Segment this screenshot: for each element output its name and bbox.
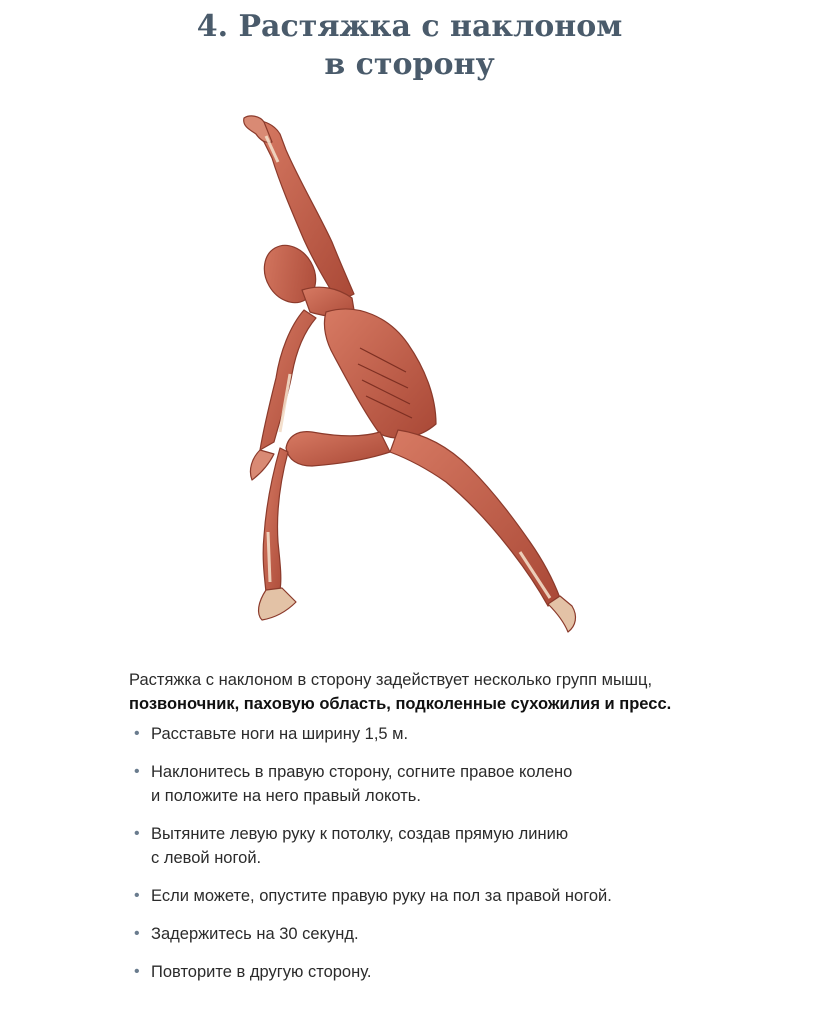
- bullet-icon: •: [134, 825, 140, 842]
- description-block: [129, 668, 709, 998]
- intro-paragraph: [129, 668, 709, 716]
- title-line-1: 4. Растяжка с наклоном: [196, 9, 623, 44]
- steps-list: [129, 722, 709, 984]
- list-item: • Вытяните левую руку к потолку, создав прямую линию с левой ногой.: [129, 822, 709, 870]
- list-item: • Повторите в другую сторону.: [129, 960, 709, 984]
- list-item: • Наклонитесь в правую сторону, согните правое колено и положите на него правый локоть.: [129, 760, 709, 808]
- anatomical-muscle-figure-icon: [230, 112, 610, 637]
- list-item: • Задержитесь на 30 секунд.: [129, 922, 709, 946]
- list-item: • Если можете, опустите правую руку на пол за правой ногой.: [129, 884, 709, 908]
- intro-bold-text: позвоночник, паховую область, подколенные сухожилия и пресс.: [129, 695, 672, 713]
- list-item: • Расставьте ноги на ширину 1,5 м.: [129, 722, 709, 746]
- bullet-icon: •: [134, 725, 140, 742]
- bullet-icon: •: [134, 963, 140, 980]
- bullet-icon: •: [134, 887, 140, 904]
- page-title: [0, 8, 819, 84]
- bullet-icon: •: [134, 925, 140, 942]
- intro-text: Растяжка с наклоном в сторону задействует несколько групп мышц,: [129, 671, 653, 689]
- title-line-2: в сторону: [324, 47, 495, 82]
- bullet-icon: •: [134, 763, 140, 780]
